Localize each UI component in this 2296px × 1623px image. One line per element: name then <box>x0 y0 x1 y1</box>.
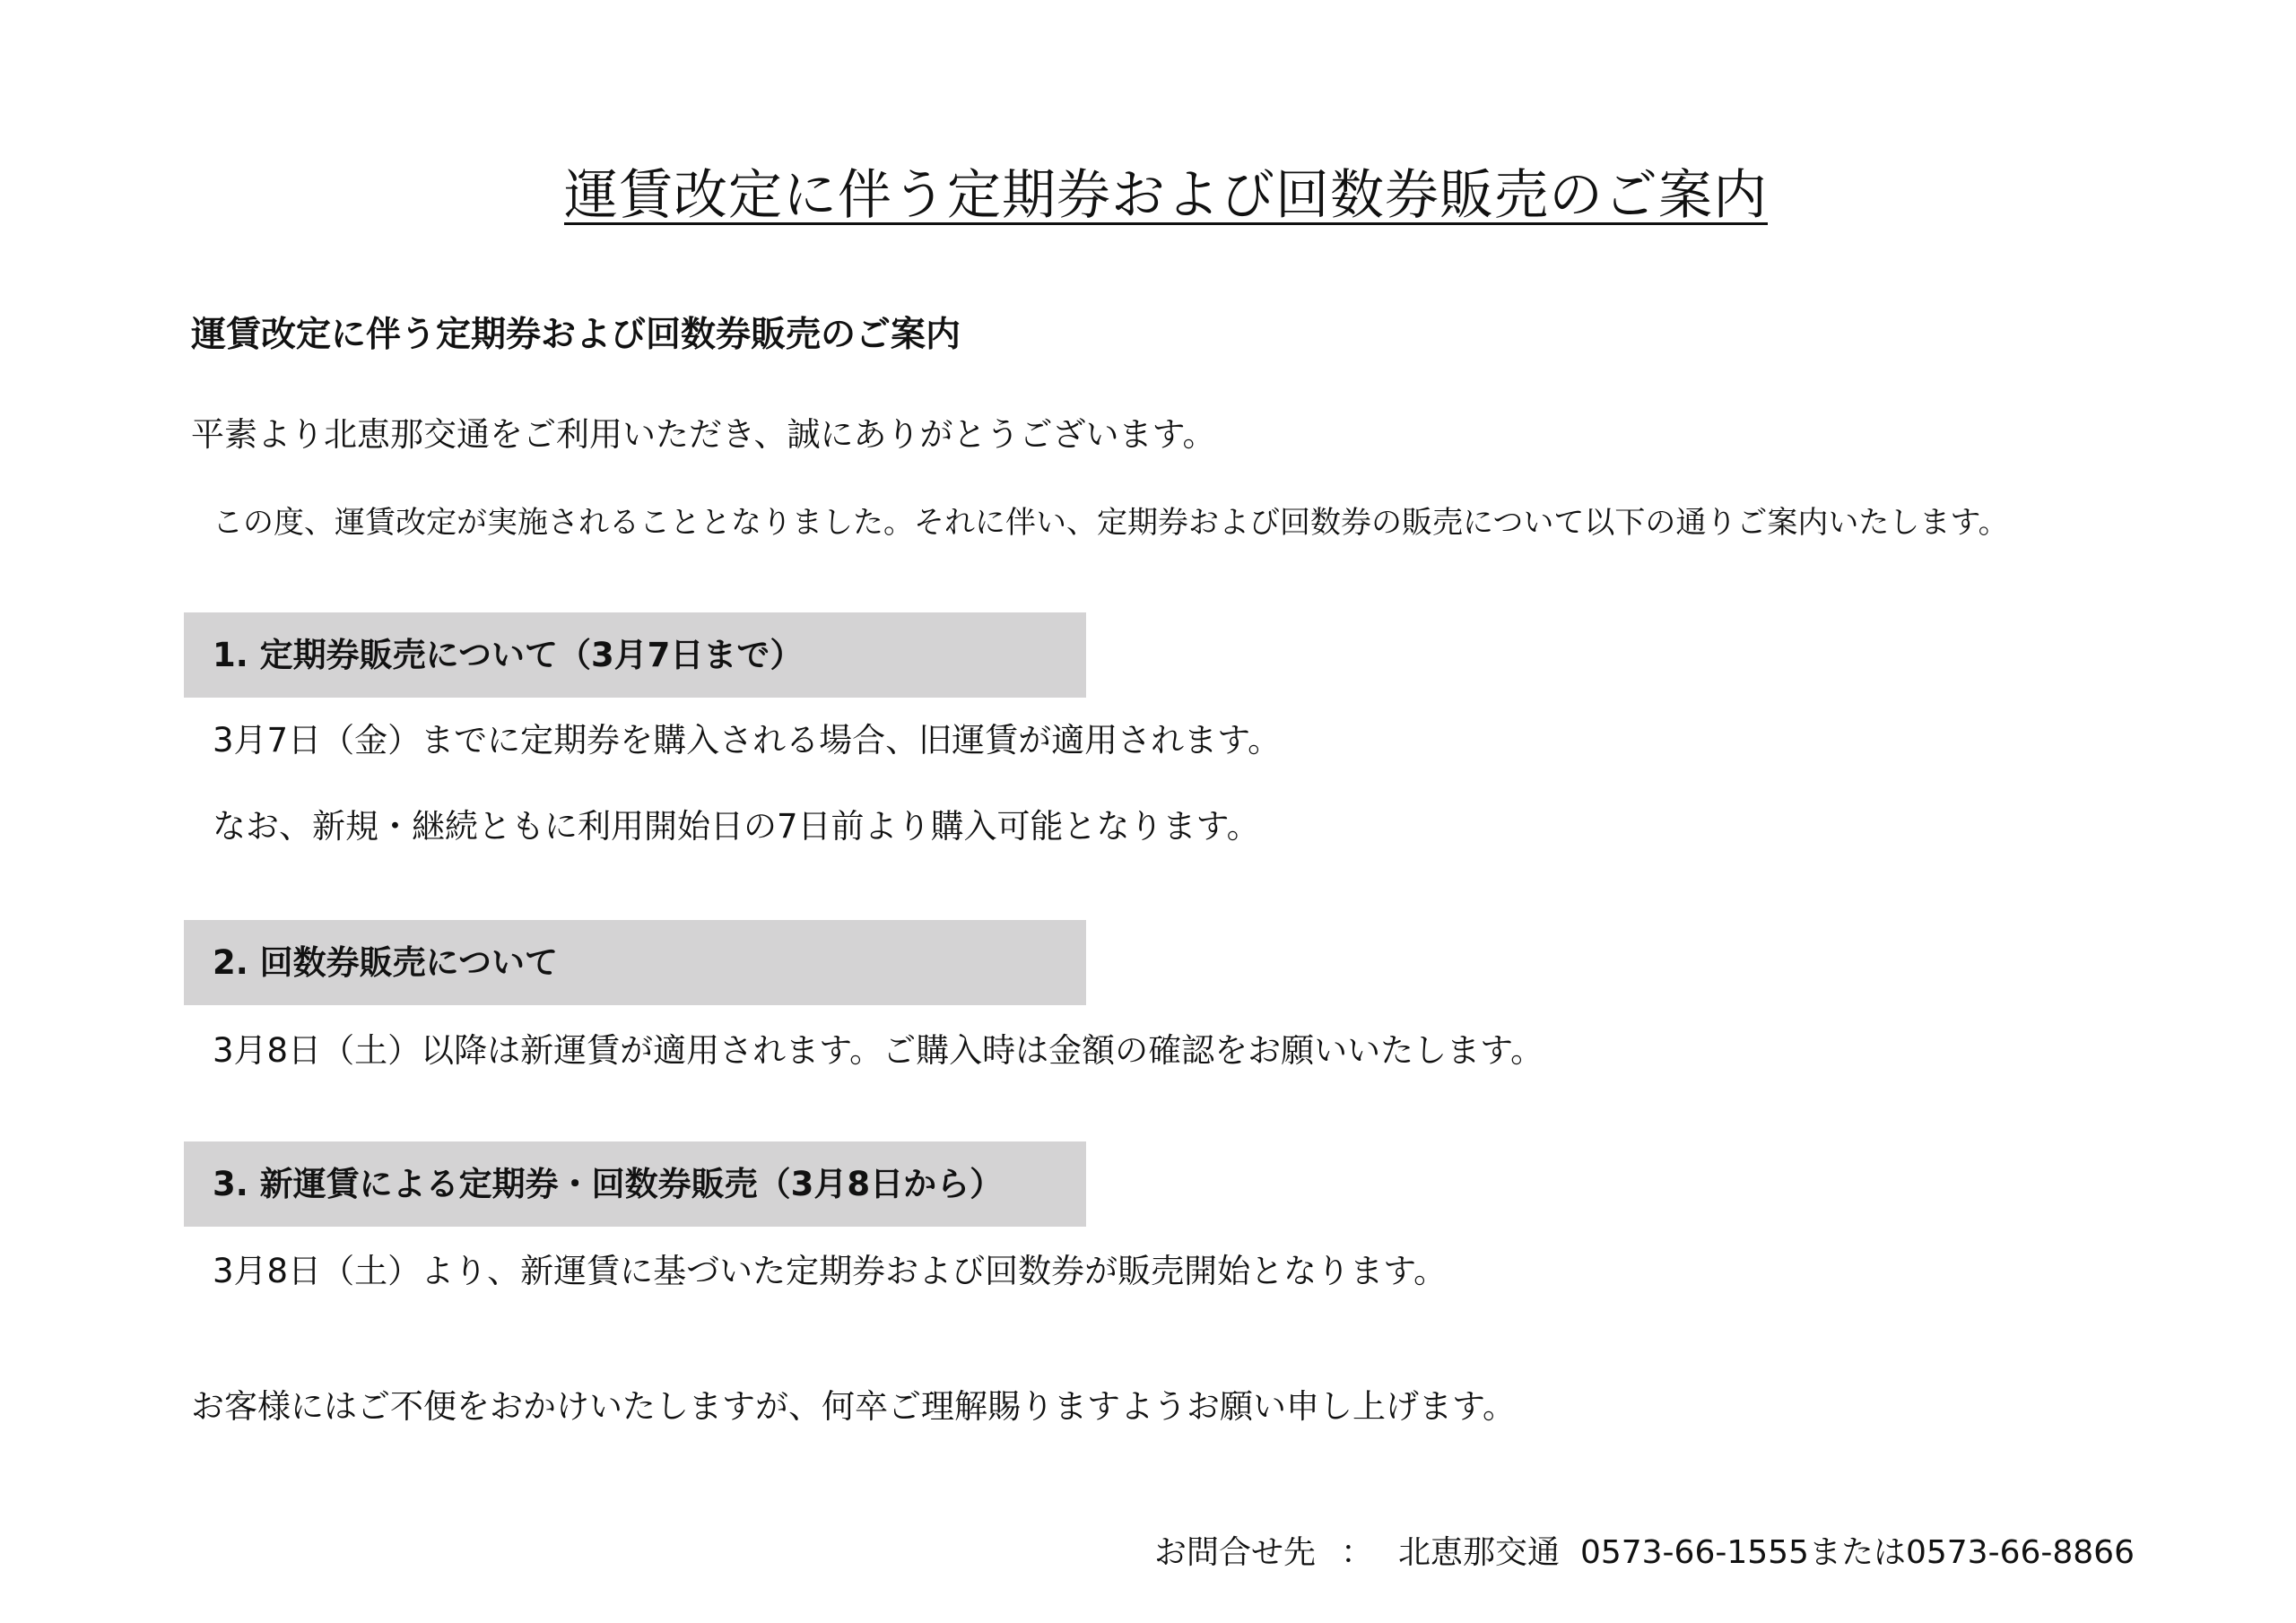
section-1-line-2: なお、新規・継続ともに利用開始日の7日前より購入可能となります。 <box>213 807 1260 846</box>
section-3-line-1: 3月8日（土）より、新運賃に基づいた定期券および回数券が販売開始となります。 <box>213 1252 1448 1290</box>
section-2-heading: 2. 回数券販売について <box>213 943 558 982</box>
section-1-line-1: 3月7日（金）までに定期券を購入される場合、旧運賃が適用されます。 <box>213 721 1282 759</box>
intro-text: この度、運賃改定が実施されることとなりました。それに伴い、定期券および回数券の販売について以下の通りご案内いたします。 <box>213 505 2009 541</box>
section-subtitle: 運賃改定に伴う定期券および回数券販売のご案内 <box>191 315 961 355</box>
section-3-header <box>184 1141 1086 1227</box>
contact-company: 北恵那交通 <box>1398 1534 1561 1571</box>
section-3-heading: 3. 新運賃による定期券・回数券販売（3月8日から） <box>213 1165 1004 1203</box>
contact-label: お問合せ先 <box>1154 1534 1317 1571</box>
section-1-heading: 1. 定期券販売について（3月7日まで） <box>213 636 804 674</box>
section-1-header <box>184 612 1086 698</box>
section-2-line-1: 3月8日（土）以降は新運賃が適用されます。ご購入時は金額の確認をお願いいたします。 <box>213 1031 1544 1070</box>
contact-info <box>1154 1530 2135 1576</box>
section-2-header <box>184 920 1086 1005</box>
page-title: 運賃改定に伴う定期券および回数券販売のご案内 <box>564 164 1768 227</box>
closing-text: お客様にはご不便をおかけいたしますが、何卒ご理解賜りますようお願い申し上げます。 <box>191 1387 1517 1426</box>
greeting-text: 平素より北恵那交通をご利用いただき、誠にありがとうございます。 <box>191 415 1216 454</box>
contact-separator: ： <box>1341 1534 1374 1571</box>
contact-phones: 0573-66-1555または0573-66-8866 <box>1579 1534 2135 1571</box>
